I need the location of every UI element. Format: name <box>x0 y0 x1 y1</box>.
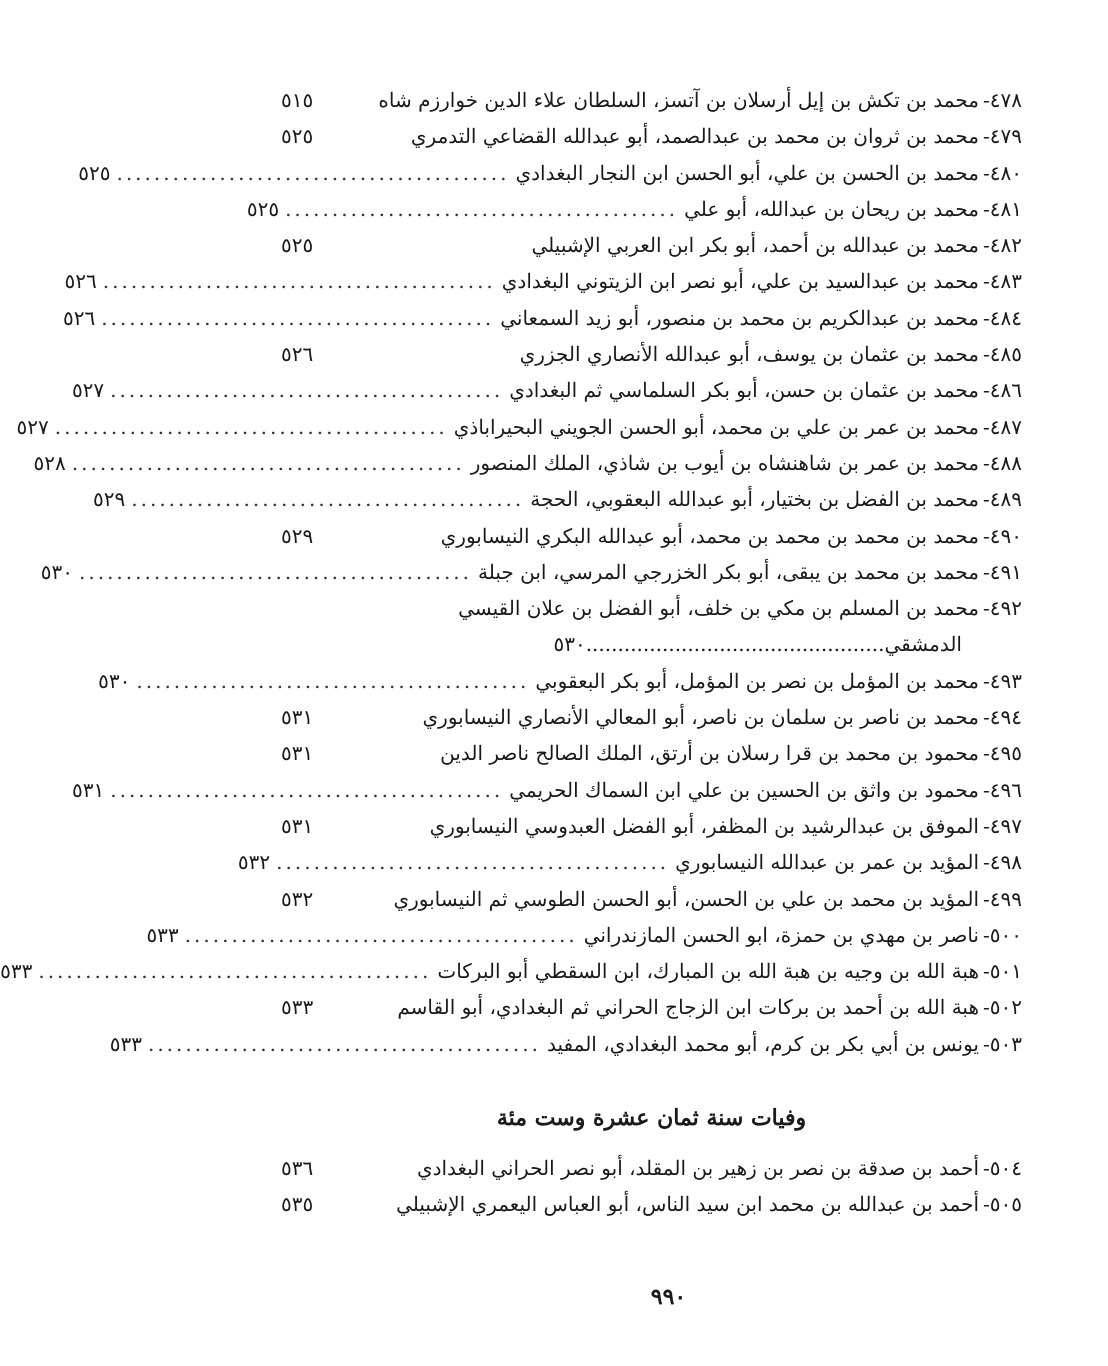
entry-page-number: ٥٣٥ <box>281 1192 314 1217</box>
entry-title: محمد بن عبدالله بن أحمد، أبو بكر ابن العربي الإشبيلي <box>531 233 979 258</box>
entry-number: ٤٩٠- <box>983 523 1022 548</box>
toc-entry <box>78 155 1022 191</box>
entry-page-number: ٥٣٠ <box>40 559 73 584</box>
toc-entry <box>33 445 1022 481</box>
toc-entry <box>281 118 1022 154</box>
toc-entry <box>281 82 1022 118</box>
toc-entry <box>237 844 1022 880</box>
toc-entry <box>281 518 1022 554</box>
entry-number: ٥٠٤- <box>983 1156 1022 1181</box>
toc-entry <box>62 300 1022 336</box>
entry-page-number: ٥٣٣ <box>0 959 33 984</box>
entry-number: ٥٠١- <box>983 959 1022 984</box>
entry-page-number: ٥٢٦ <box>62 305 96 330</box>
entry-number: ٤٩٤- <box>983 705 1022 730</box>
leader-dots: .......................................... <box>147 1031 541 1056</box>
entry-title: محمد بن ريحان بن عبدالله، أبو علي <box>684 196 979 221</box>
entry-title: المؤيد بن عمر بن عبدالله النيسابوري <box>675 850 979 875</box>
leader-dots: .......................................... <box>79 559 473 584</box>
entry-page-number: ٥٣١ <box>281 813 314 838</box>
page-folio-number: ٩٩٠ <box>650 1284 687 1310</box>
leader-dots: .......................................... <box>102 269 496 294</box>
entry-title: أحمد بن عبدالله بن محمد ابن سيد الناس، أبو العباس اليعمري الإشبيلي <box>396 1192 979 1217</box>
entry-page-number: ٥٢٩ <box>93 487 126 512</box>
entry-page-number: ٥٢٥ <box>78 160 111 185</box>
toc-entry-492-continuation <box>281 626 1022 662</box>
entry-number: ٥٠٣- <box>983 1031 1022 1056</box>
entries-before <box>16 82 1022 590</box>
toc-entry <box>281 227 1022 263</box>
leader-dots: .......................................... <box>276 850 670 875</box>
entry-title: محمد بن ثروان بن محمد بن عبدالصمد، أبو عبدالله القضاعي التدمري <box>410 124 979 149</box>
toc-entry <box>281 989 1022 1025</box>
entry-page-number: ٥٢٧ <box>71 378 105 403</box>
entry-page-number: ٥٣١ <box>281 741 314 766</box>
entry-title: محمد بن محمد بن يبقى، أبو بكر الخزرجي المرسي، ابن جبلة <box>478 559 979 584</box>
entry-number: ٤٨٥- <box>983 342 1022 367</box>
leader-dots: .......................................... <box>101 305 495 330</box>
entry-number: ٤٩٥- <box>983 741 1022 766</box>
entry-number: ٤٩٣- <box>983 668 1022 693</box>
entry-number: ٤٨٧- <box>983 414 1022 439</box>
entry-title: محمد بن الفضل بن بختيار، أبو عبدالله البعقوبي، الحجة <box>530 487 979 512</box>
entry-title: هبة الله بن وجيه بن هبة الله بن المبارك، ابن السقطي أبو البركات <box>437 959 979 984</box>
toc-entry <box>93 481 1022 517</box>
entry-title: الموفق بن عبدالرشيد بن المظفر، أبو الفضل العبدوسي النيسابوري <box>429 813 979 838</box>
entries-after <box>0 663 1022 1062</box>
entry-title: يونس بن أبي بكر بن كرم، أبو محمد البغدادي، المفيد <box>546 1031 979 1056</box>
leader-dots: .......................................... <box>54 414 448 439</box>
leader-dots: .......................................... <box>71 450 465 475</box>
entry-page-number: ٥٢٥ <box>281 233 314 258</box>
toc-entry <box>71 372 1022 408</box>
entry-page-number: ٥٢٥ <box>246 196 280 221</box>
entry-page-number: ٥٣٦ <box>281 1156 314 1181</box>
toc-entry <box>64 263 1022 299</box>
entry-number: ٤٩٦- <box>983 777 1022 802</box>
toc-entry <box>281 808 1022 844</box>
section-heading: وفيات سنة ثمان عشرة وست مئة <box>496 1105 807 1132</box>
entry-title: محمد بن محمد بن محمد بن محمد، أبو عبدالله البكري النيسابوري <box>440 523 979 548</box>
entry-title: محمد بن ناصر بن سلمان بن ناصر، أبو المعالي الأنصاري النيسابوري <box>422 705 979 730</box>
toc-entry <box>0 953 1022 989</box>
toc-entry <box>16 409 1022 445</box>
entry-title: محمد بن عبدالكريم بن محمد بن منصور، أبو زيد السمعاني <box>500 305 979 330</box>
entry-title: محمد بن تكش بن إيل أرسلان بن آتسز، السلطان علاء الدين خوارزم شاه <box>378 88 979 112</box>
entry-number: ٤٩٩- <box>983 886 1022 911</box>
entry-page-number: ٥٣٣ <box>109 1031 142 1056</box>
entry-page-number: ٥٣٢ <box>281 886 314 911</box>
entry-number: ٤٧٨- <box>983 88 1022 112</box>
toc-entry <box>281 1150 1022 1186</box>
toc-entry <box>40 554 1022 590</box>
entry-page-number: ٥٢٩ <box>281 523 314 548</box>
toc-entry <box>72 772 1022 808</box>
entry-page-number: ٥٢٦ <box>281 342 314 367</box>
entry-number: ٤٨٢- <box>983 233 1022 258</box>
entry-title: ناصر بن مهدي بن حمزة، ابو الحسن المازندراني <box>583 922 979 947</box>
toc-entry <box>281 699 1022 735</box>
entry-number: ٥٠٥- <box>983 1192 1022 1217</box>
entry-page-number: ٥٣٢ <box>237 850 271 875</box>
entry-number: ٤٨٤- <box>983 305 1022 330</box>
entry-title: محمد بن عمر بن شاهنشاه بن أيوب بن شاذي، الملك المنصور <box>470 450 979 475</box>
leader-dots: .......................................... <box>131 487 525 512</box>
leader-dots: .......................................... <box>184 922 578 947</box>
entry-number: ٥٠٢- <box>983 995 1022 1020</box>
entry-number: ٤٩٢- <box>983 596 1022 621</box>
entry-page-number: ٥١٥ <box>281 88 314 112</box>
toc-entry <box>281 881 1022 917</box>
entry-number: ٤٧٩- <box>983 124 1022 149</box>
entry-title: محمد بن المسلم بن مكي بن خلف، أبو الفضل بن علان القيسي <box>458 596 979 621</box>
entry-title: المؤيد بن محمد بن علي بن الحسن، أبو الحسن الطوسي ثم النيسابوري <box>393 886 979 911</box>
toc-entry <box>98 663 1022 699</box>
entry-page-number: ٥٣٠ <box>553 632 586 657</box>
entry-page-number: ٥٣١ <box>72 777 105 802</box>
entry-number: ٤٨٨- <box>983 450 1022 475</box>
toc-entry <box>281 336 1022 372</box>
toc-entry <box>146 917 1022 953</box>
leader-dots: .......................................... <box>285 196 679 221</box>
entry-title: أحمد بن صدقة بن نصر بن زهير بن المقلد، أبو نصر الحراني البغدادي <box>416 1156 979 1181</box>
entry-page-number: ٥٣٠ <box>98 668 131 693</box>
leader-dots: .......................................... <box>110 777 504 802</box>
entry-number: ٤٩٨- <box>983 850 1022 875</box>
entry-number: ٤٨١- <box>983 196 1022 221</box>
entry-number: ٤٨٠- <box>983 160 1022 185</box>
entry-title: هبة الله بن أحمد بن بركات ابن الزجاج الحراني ثم البغدادي، أبو القاسم <box>397 995 979 1020</box>
entry-page-number: ٥٢٥ <box>281 124 314 149</box>
entry-title: محمود بن محمد بن قرا رسلان بن أرتق، الملك الصالح ناصر الدين <box>440 741 979 766</box>
leader-dots: .......................................... <box>136 668 530 693</box>
entry-page-number: ٥٢٧ <box>16 414 49 439</box>
entry-title: محمد بن عمر بن علي بن محمد، أبو الحسن الجويني البحيراباذي <box>453 414 979 439</box>
entry-number: ٤٩١- <box>983 559 1022 584</box>
entry-title: محمد بن المؤمل بن نصر بن المؤمل، أبو بكر البعقوبي <box>535 668 979 693</box>
entry-title: محمد بن الحسن بن علي، أبو الحسن ابن النجار البغدادي <box>515 160 979 185</box>
entry-page-number: ٥٣٣ <box>281 995 314 1020</box>
entry-title: محمد بن عثمان بن حسن، أبو بكر السلماسي ثم البغدادي <box>509 378 979 403</box>
entry-title: محمود بن واثق بن الحسين بن علي ابن السماك الحريمي <box>509 777 979 802</box>
toc-entry <box>109 1026 1022 1062</box>
entry-number: ٤٨٦- <box>983 378 1022 403</box>
leader-dots: .......................................... <box>38 959 432 984</box>
toc-page <box>0 82 1022 1223</box>
entry-title: محمد بن عثمان بن يوسف، أبو عبدالله الأنصاري الجزري <box>519 342 979 367</box>
toc-entry-492 <box>281 590 1022 626</box>
toc-entry <box>281 735 1022 771</box>
entry-title-continuation: الدمشقي <box>884 632 962 657</box>
entries-section <box>281 1150 1022 1223</box>
toc-entry <box>281 1186 1022 1222</box>
leader-dots: ............................................... <box>585 632 885 657</box>
entry-number: ٤٩٧- <box>983 813 1022 838</box>
entry-number: ٥٠٠- <box>983 922 1022 947</box>
entry-title: محمد بن عبدالسيد بن علي، أبو نصر ابن الزيتوني البغدادي <box>501 269 979 294</box>
entry-page-number: ٥٣٣ <box>146 922 179 947</box>
entry-number: ٤٨٣- <box>983 269 1022 294</box>
leader-dots: .......................................... <box>110 378 504 403</box>
entry-page-number: ٥٢٦ <box>64 269 97 294</box>
entry-page-number: ٥٢٨ <box>33 450 66 475</box>
leader-dots: .......................................... <box>116 160 510 185</box>
entry-page-number: ٥٣١ <box>281 705 314 730</box>
toc-entry <box>246 191 1022 227</box>
entry-number: ٤٨٩- <box>983 487 1022 512</box>
